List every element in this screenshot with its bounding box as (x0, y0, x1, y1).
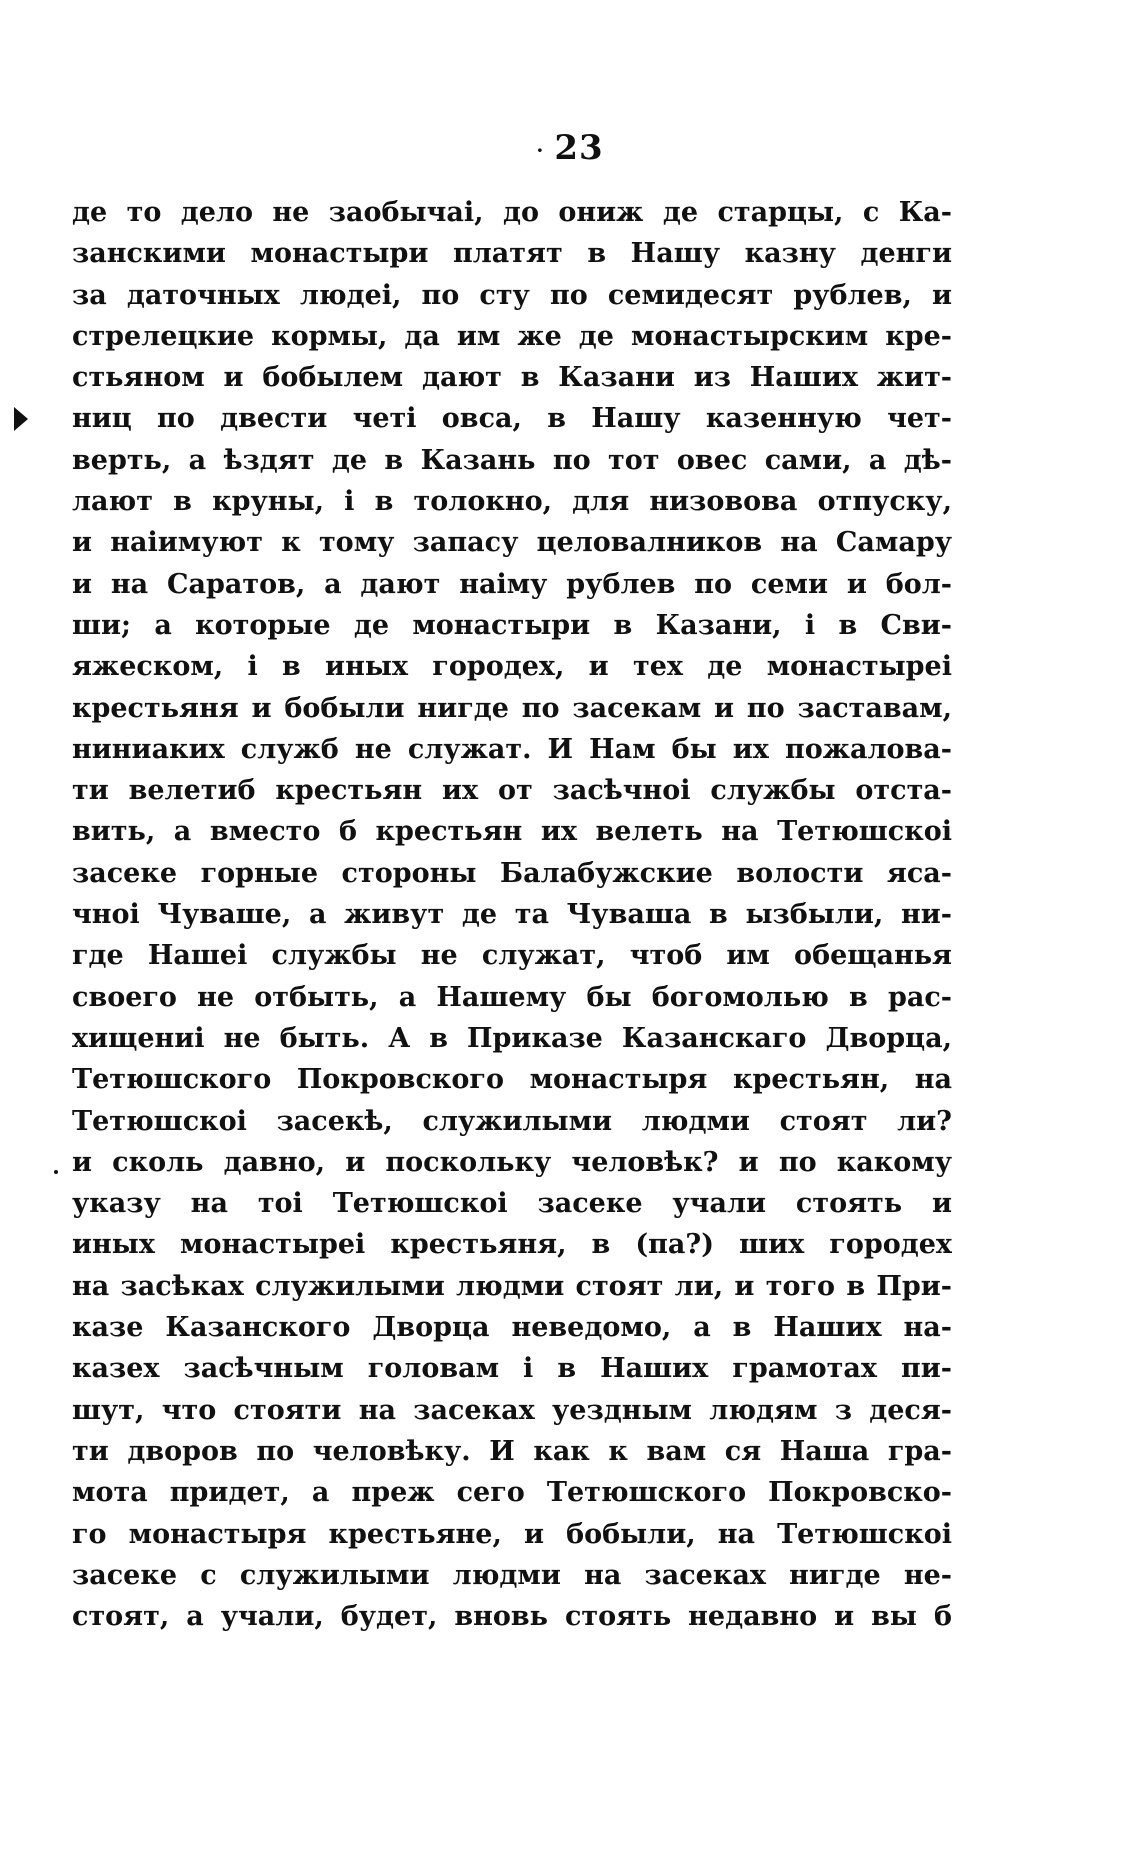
margin-arrow-mark (14, 407, 28, 431)
text-line: мота придет, а преж сего Тетюшского Покровско- (72, 1477, 952, 1509)
text-line: казе Казанского Дворца неведомо, а в Наших на- (72, 1312, 952, 1344)
text-line: Тетюшского Покровского монастыря крестьян, на (72, 1064, 952, 1096)
text-line: Тетюшскоі засекѣ, служилыми людми стоят ли? (72, 1105, 952, 1137)
text-line: лают в круны, і в толокно, для низовова отпуску, (72, 486, 952, 518)
text-line: вить, а вместо б крестьян их велеть на Тетюшскоі (72, 816, 952, 848)
text-line: ниц по двести четі овса, в Нашу казенную чет- (72, 403, 952, 435)
page-number (0, 128, 1140, 168)
text-line: стоят, а учали, будет, вновь стоять недавно и вы б (72, 1601, 952, 1633)
text-line: ниниаких служб не служат. И Нам бы их пожалова- (72, 733, 952, 765)
page-number-text: 23 (554, 128, 604, 168)
page-number-dot: · (536, 138, 545, 162)
text-line: шут, что стояти на засеках уездным людям з деся- (72, 1394, 952, 1426)
text-line: хищениі не быть. А в Приказе Казанскаго Дворца, (72, 1022, 952, 1054)
text-line: чноі Чуваше, а живут де та Чуваша в ызбыли, ни- (72, 899, 952, 931)
text-line: и сколь давно, и поскольку человѣк? и по какому (72, 1146, 952, 1178)
text-line: ти велетиб крестьян их от засѣчноі службы отста- (72, 775, 952, 807)
text-line: и на Саратов, а дают наіму рублев по семи и бол- (72, 568, 952, 600)
text-line: верть, а ѣздят де в Казань по тот овес сами, а дѣ- (72, 444, 952, 476)
text-line: иных монастыреі крестьяня, в (па?) ших городех (72, 1229, 952, 1261)
text-line: указу на тоі Тетюшскоі засеке учали стоять и (72, 1188, 952, 1220)
text-line: засеке горные стороны Балабужские волости яса- (72, 857, 952, 889)
text-line: занскими монастыри платят в Нашу казну денги (72, 238, 952, 270)
text-line: го монастыря крестьяне, и бобыли, на Тетюшскоі (72, 1518, 952, 1550)
text-line: казех засѣчным головам і в Наших грамотах пи- (72, 1353, 952, 1385)
text-line: ши; а которые де монастыри в Казани, і в Сви- (72, 609, 952, 641)
text-line: яжеском, і в иных городех, и тех де монастыреі (72, 651, 952, 683)
text-line: стьяном и бобылем дают в Казани из Наших жит- (72, 362, 952, 394)
text-line: де то дело не заобычаі, до ониж де старцы, с Ка- (72, 197, 952, 228)
body-text (72, 192, 952, 1637)
text-line: засеке с служилыми людми на засеках нигде не- (72, 1559, 952, 1591)
text-line: ти дворов по человѣку. И как к вам ся Наша гра- (72, 1435, 952, 1467)
text-line: стрелецкие кормы, да им же де монастырским кре- (72, 320, 952, 352)
text-line: своего не отбыть, а Нашему бы богомолью в рас- (72, 981, 952, 1013)
text-line: и наіимуют к тому запасу целовалников на Самару (72, 527, 952, 559)
text-line: где Нашеі службы не служат, чтоб им обещанья (72, 940, 952, 972)
text-line: за даточных людеі, по сту по семидесят рублев, и (72, 279, 952, 311)
margin-dot-mark (54, 1170, 58, 1174)
text-line: крестьяня и бобыли нигде по засекам и по заставам, (72, 692, 952, 724)
text-line: на засѣках служилыми людми стоят ли, и того в При- (72, 1270, 952, 1302)
